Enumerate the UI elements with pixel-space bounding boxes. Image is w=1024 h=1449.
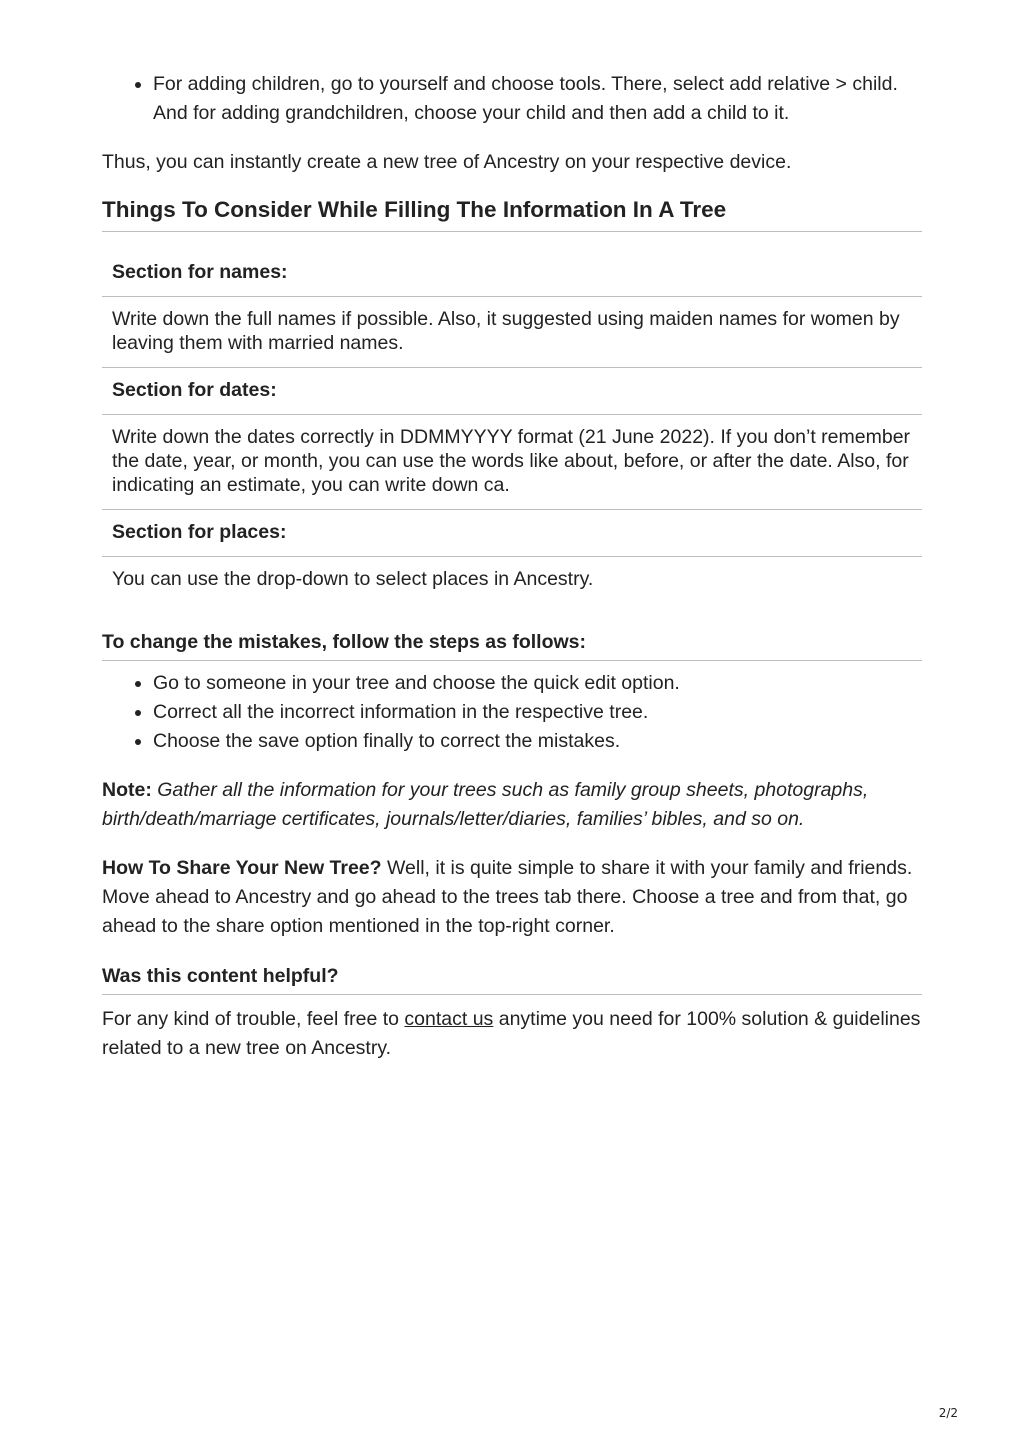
list-item: • Go to someone in your tree and choose the quick edit option.	[153, 669, 922, 698]
table-row	[102, 415, 922, 510]
intro-bullet-list	[102, 70, 922, 128]
list-item: • Choose the save option finally to correct the mistakes.	[153, 727, 922, 756]
page-number: 2/2	[938, 1406, 958, 1420]
note-paragraph	[102, 776, 922, 834]
table-row	[102, 297, 922, 368]
dates-section-heading: Section for dates:	[102, 368, 922, 415]
table-row	[102, 368, 922, 415]
places-section-heading: Section for places:	[102, 510, 922, 557]
share-paragraph	[102, 854, 922, 941]
list-item: • Correct all the incorrect information in the respective tree.	[153, 698, 922, 727]
mistakes-step-list	[102, 669, 922, 756]
share-text: Well, it is quite simple to share it with your family and friends. Move ahead to Ancestry and go ahead to the trees tab there. Choose a tree and from that, go ahead to the share option mentioned in the top-right corner.	[102, 857, 913, 937]
mistakes-heading: To change the mistakes, follow the steps as follows:	[102, 631, 922, 661]
note-text: Gather all the information for your trees such as family group sheets, photographs, birth/death/marriage certificates, journals/letter/diaries, families’ bibles, and so on.	[102, 779, 869, 830]
table-row	[102, 557, 922, 604]
intro-paragraph: Thus, you can instantly create a new tree of Ancestry on your respective device.	[102, 151, 792, 173]
contact-us-link[interactable]: contact us	[404, 1008, 494, 1030]
consider-heading: Things To Consider While Filling The Information In A Tree	[102, 197, 922, 232]
names-section-text: Write down the full names if possible. Also, it suggested using maiden names for women by leaving them with married names.	[102, 297, 922, 368]
places-section-text: You can use the drop-down to select places in Ancestry.	[112, 568, 594, 590]
dates-section-text: Write down the dates correctly in DDMMYYYY format (21 June 2022). If you don’t remember the date, year, or month, you can use the words like about, before, or after the date. Also, for indicating an estimate, you can write down ca.	[102, 415, 922, 510]
info-table	[102, 250, 922, 603]
closing-paragraph	[102, 1005, 922, 1063]
document-page	[102, 70, 922, 1063]
share-label: How To Share Your New Tree?	[102, 857, 382, 879]
table-row	[102, 250, 922, 297]
helpful-heading: Was this content helpful?	[102, 965, 922, 995]
names-section-heading: Section for names:	[102, 250, 922, 297]
closing-text-before: For any kind of trouble, feel free to	[102, 1008, 405, 1030]
table-row	[102, 510, 922, 557]
closing-text-after: anytime you need for 100% solution & guidelines related to a new tree on Ancestry.	[102, 1008, 921, 1059]
note-label: Note:	[102, 779, 152, 801]
list-item: • For adding children, go to yourself and choose tools. There, select add relative > child. And for adding grandchildren, choose your child and then add a child to it.	[153, 70, 922, 128]
